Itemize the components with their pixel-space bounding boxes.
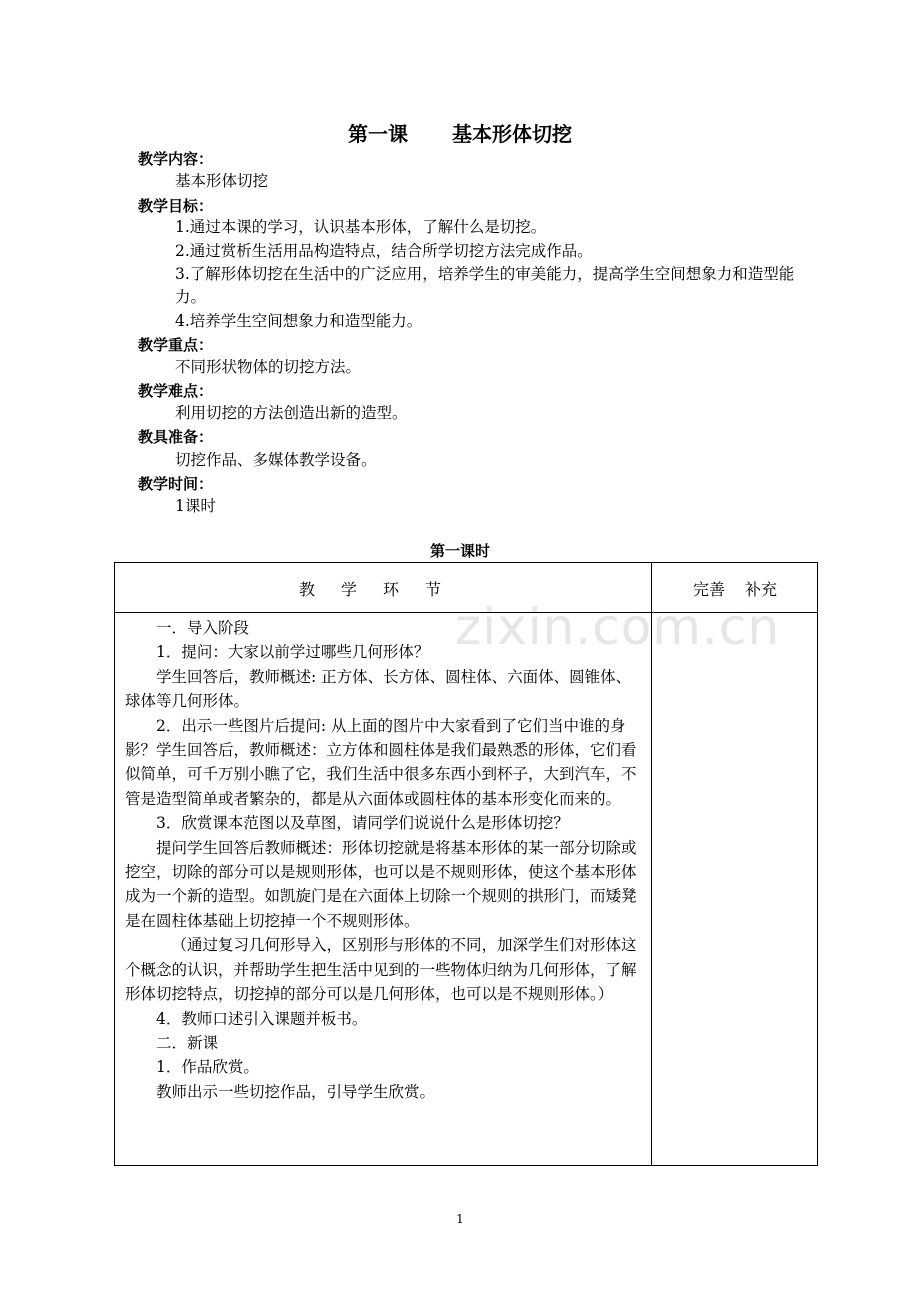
paragraph: 2．出示一些图片后提问: 从上面的图片中大家看到了它们当中谁的身影？学生回答后，教师概述：立方体和圆柱体是我们最熟悉的形体，它们看似简单，可千万别小瞧了它，我们生活中很多东西小到杯子，大到汽车，不管是造型简单或者繁杂的，都是从六面体或圆柱体的基本形变化而来的。 [125,716,637,808]
header-supplement: 完善 补充 [692,580,778,599]
difficulty-label: 教学难点： [138,382,214,400]
key-text: 不同形状物体的切挖方法。 [175,358,362,376]
content-label: 教学内容： [138,150,214,168]
page-title [0,118,920,147]
content-text: 基本形体切挖 [175,172,269,190]
header-teaching-steps: 教学环节 [298,580,467,599]
difficulty-text: 利用切挖的方法创造出新的造型。 [175,404,408,422]
paragraph: 3．欣赏课本范图以及草图，请同学们说说什么是形体切挖？ [156,814,569,833]
page-number: 1 [456,1212,464,1226]
paragraph: 教师出示一些切挖作品，引导学生欣赏。 [156,1082,436,1101]
goal-item-2: 2.通过赏析生活用品构造特点，结合所学切挖方法完成作品。 [175,242,593,260]
paragraph: 1．提问：大家以前学过哪些几何形体？ [156,643,430,662]
time-label: 教学时间： [138,475,214,493]
paragraph: 二．新课 [156,1033,219,1052]
goals-label: 教学目标： [138,197,214,215]
paragraph: 一．导入阶段 [156,619,250,637]
key-label: 教学重点： [138,336,214,354]
period-subtitle: 第一课时 [429,542,490,560]
title-topic: 基本形体切挖 [452,122,572,146]
tools-label: 教具准备： [138,428,214,446]
time-text: 1课时 [175,497,216,515]
paragraph: 1．作品欣赏。 [156,1058,259,1077]
goal-item-1: 1.通过本课的学习，认识基本形体，了解什么是切挖。 [175,218,547,236]
watermark: zixin.com.cn [455,598,781,656]
tools-text: 切挖作品、多媒体教学设备。 [175,451,377,469]
teaching-steps-cell [125,616,645,1104]
goal-item-3: 3.了解形体切挖在生活中的广泛应用，培养学生的审美能力，提高学生空间想象力和造型能力。 [175,265,795,306]
paragraph: 学生回答后，教师概述: 正方体、长方体、圆柱体、六面体、圆锥体、球体等几何形体。 [125,667,632,711]
paragraph: （通过复习几何形导入，区别形与形体的不同，加深学生们对形体这个概念的认识，并帮助学生把生活中见到的一些物体归纳为几何形体，了解形体切挖特点，切挖掉的部分可以是几何形体，也可以是不规则形体。） [125,936,637,1004]
title-lesson: 第一课 [348,122,408,146]
paragraph: 4．教师口述引入课题并板书。 [156,1009,368,1028]
paragraph: 提问学生回答后教师概述：形体切挖就是将基本形体的某一部分切除或挖空，切除的部分可以是规则形体，也可以是不规则形体，使这个基本形体成为一个新的造型。如凯旋门是在六面体上切除一个规则的拱形门，而矮凳是在圆柱体基础上切挖掉一个不规则形体。 [125,838,637,930]
goal-item-4: 4.培养学生空间想象力和造型能力。 [175,312,423,330]
